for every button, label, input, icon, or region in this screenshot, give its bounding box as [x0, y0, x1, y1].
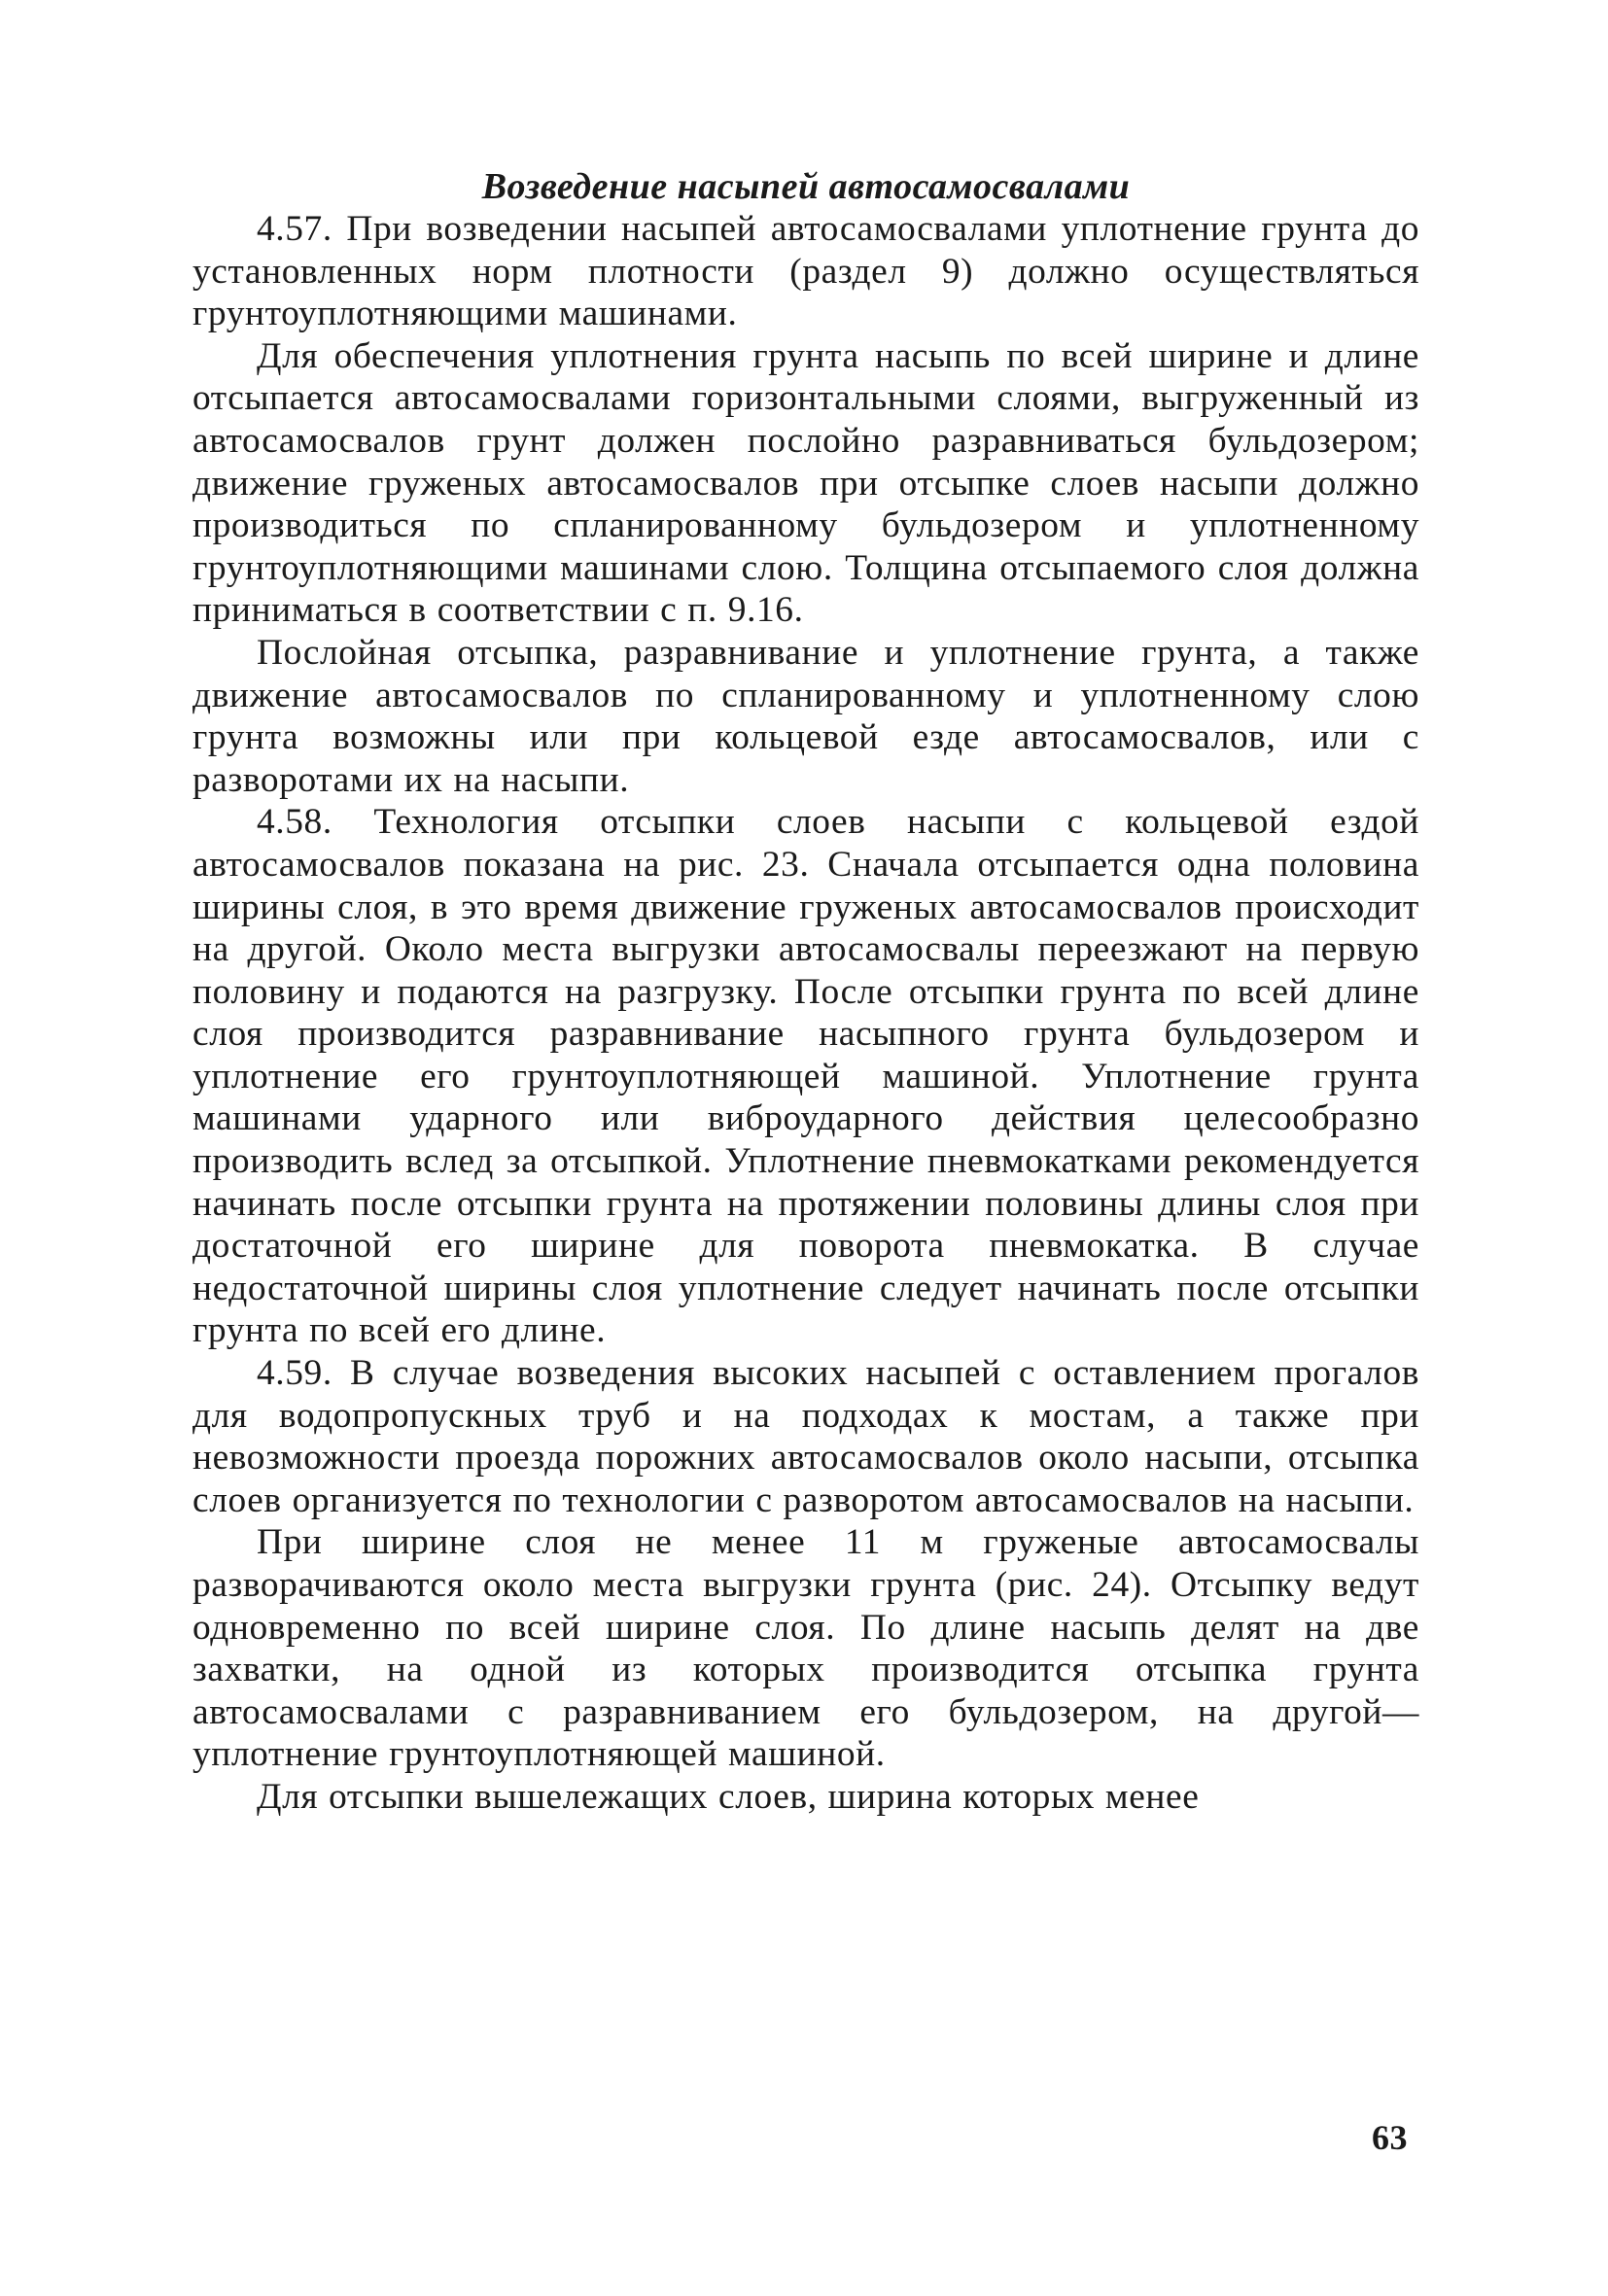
paragraph-4-58: 4.58. Технология отсыпки слоев насыпи с кольцевой ездой автосамосвалов показана на рис. 23. Сначала отсыпается одна половина ширины слоя, в это время движение груженых автосамосвалов происходит на другой. Около места выгрузки автосамосвалы переезжают на первую половину и подаются на разгрузку. После отсыпки грунта по всей длине слоя производится разравнивание насыпного грунта бульдозером и уплотнение его грунтоуплотняющей машиной. Уплотнение грунта машинами ударного или виброударного действия целесообразно производить вслед за отсыпкой. Уплотнение пневмокатками рекомендуется начинать после отсыпки грунта на протяжении половины длины слоя при достаточной его ширине для поворота пневмокатка. В случае недостаточной ширины слоя уплотнение следует начинать после отсыпки грунта по всей его длине. — [192, 802, 1419, 1351]
section-heading: Возведение насыпей автосамосвалами — [481, 166, 1131, 207]
page-number: 63 — [1372, 2118, 1408, 2157]
paragraph-layer-width: При ширине слоя не менее 11 м груженые автосамосвалы разворачиваются около места выгрузки грунта (рис. 24). Отсыпку ведут одновременно по всей ширине слоя. По длине насыпь делят на две захватки, на одной из которых производится отсыпка грунта автосамосвалами с разравниванием его бульдозером, на другой—уплотнение грунтоуплотняющей машиной. — [192, 1522, 1419, 1775]
book-page — [192, 165, 1419, 2187]
paragraph-4-59: 4.59. В случае возведения высоких насыпей с оставлением прогалов для водопропускных труб и на подходах к мостам, а также при невозможности проезда порожних автосамосвалов около насыпи, отсыпка слоев организуется по технологии с разворотом автосамосвалов на насыпи. — [192, 1353, 1419, 1520]
paragraph-layering: Послойная отсыпка, разравнивание и уплотнение грунта, а также движение автосамосвалов по спланированному и уплотненному слою грунта возможны или при кольцевой езде автосамосвалов, или с разворотами их на насыпи. — [192, 632, 1419, 800]
paragraph-compaction: Для обеспечения уплотнения грунта насыпь по всей ширине и длине отсыпается автосамосвалами горизонтальными слоями, выгруженный из автосамосвалов грунт должен послойно разравниваться бульдозером; движение груженых автосамосвалов при отсыпке слоев насыпи должно производиться по спланированному бульдозером и уплотненному грунтоуплотняющими машинами слою. Толщина отсыпаемого слоя должна приниматься в соответствии с п. 9.16. — [192, 335, 1419, 631]
paragraph-upper-layers: Для отсыпки вышележащих слоев, ширина которых менее — [257, 1776, 1200, 1817]
paragraph-4-57: 4.57. При возведении насыпей автосамосвалами уплотнение грунта до установленных норм плотности (раздел 9) должно осуществляться грунтоуплотняющими машинами. — [192, 209, 1419, 334]
